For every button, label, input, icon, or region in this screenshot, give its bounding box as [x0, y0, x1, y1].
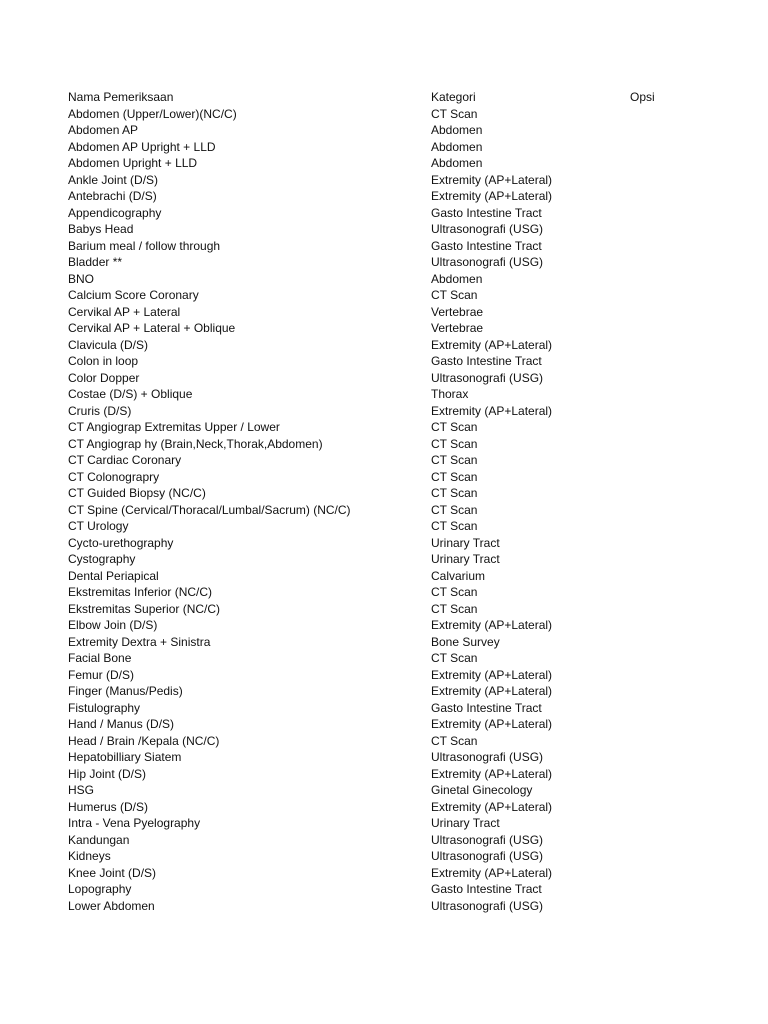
table-row	[68, 667, 708, 684]
table-row	[68, 353, 708, 370]
category-cell: Abdomen	[431, 123, 483, 137]
exam-name-cell: Clavicula (D/S)	[68, 337, 149, 352]
header-opsi: Opsi	[630, 90, 655, 104]
table-row	[68, 238, 708, 255]
exam-name-cell: Fistulography	[68, 700, 141, 715]
table-row	[68, 469, 708, 486]
category-cell: Vertebrae	[431, 304, 484, 319]
category-cell: Extremity (AP+Lateral)	[431, 865, 553, 880]
table-row	[68, 848, 708, 865]
category-cell: CT Scan	[431, 288, 478, 302]
table-row	[68, 485, 708, 502]
exam-name-cell: Abdomen AP	[68, 123, 139, 137]
category-cell: CT Scan	[431, 106, 478, 121]
table-header	[68, 89, 708, 106]
table-row	[68, 370, 708, 387]
exam-name-cell: HSG	[68, 783, 95, 797]
table-row	[68, 320, 708, 337]
table-row	[68, 139, 708, 156]
category-cell: CT Scan	[431, 601, 478, 616]
table-row	[68, 617, 708, 634]
category-cell: Gasto Intestine Tract	[431, 205, 542, 220]
category-cell: Ultrasonografi (USG)	[431, 255, 544, 269]
exam-name-cell: Femur (D/S)	[68, 667, 134, 682]
exam-name-cell: Babys Head	[68, 222, 134, 236]
category-cell: Gasto Intestine Tract	[431, 238, 542, 253]
exam-name-cell: Calcium Score Coronary	[68, 288, 199, 302]
category-cell: Thorax	[431, 387, 469, 401]
table-row	[68, 122, 708, 139]
category-cell: Ultrasonografi (USG)	[431, 370, 544, 385]
table-row	[68, 337, 708, 354]
exam-name-cell: Knee Joint (D/S)	[68, 865, 157, 880]
exam-name-cell: Bladder **	[68, 255, 123, 269]
table-row	[68, 832, 708, 849]
table-row	[68, 799, 708, 816]
exam-name-cell: Kandungan	[68, 832, 130, 847]
exam-name-cell: Cycto-urethography	[68, 535, 174, 550]
category-cell: Abdomen	[431, 271, 483, 286]
table-row	[68, 155, 708, 172]
exam-name-cell: Hip Joint (D/S)	[68, 766, 147, 781]
exam-name-cell: Hepatobilliary Siatem	[68, 750, 182, 764]
category-cell: CT Scan	[431, 733, 478, 748]
exam-name-cell: Cervikal AP + Lateral + Oblique	[68, 321, 236, 335]
table-row	[68, 700, 708, 717]
table-row	[68, 782, 708, 799]
category-cell: Urinary Tract	[431, 535, 500, 550]
table-row	[68, 205, 708, 222]
category-cell: Extremity (AP+Lateral)	[431, 766, 553, 781]
category-cell: Extremity (AP+Lateral)	[431, 189, 553, 203]
category-cell: Extremity (AP+Lateral)	[431, 717, 553, 731]
exam-name-cell: CT Colonograpry	[68, 469, 160, 484]
table-row	[68, 898, 708, 915]
exam-name-cell: Antebrachi (D/S)	[68, 189, 157, 203]
exam-name-cell: CT Angiograp hy (Brain,Neck,Thorak,Abdomen)	[68, 436, 323, 451]
header-nama-pemeriksaan: Nama Pemeriksaan	[68, 90, 174, 104]
table-row	[68, 287, 708, 304]
exam-name-cell: Head / Brain /Kepala (NC/C)	[68, 733, 220, 748]
exam-name-cell: Color Dopper	[68, 370, 140, 385]
exam-name-cell: CT Spine (Cervical/Thoracal/Lumbal/Sacrum) (NC/C)	[68, 502, 351, 517]
exam-name-cell: Costae (D/S) + Oblique	[68, 387, 193, 401]
category-cell: Extremity (AP+Lateral)	[431, 618, 553, 632]
exam-name-cell: Lopography	[68, 882, 132, 896]
category-cell: Urinary Tract	[431, 816, 500, 830]
table-row	[68, 188, 708, 205]
table-row	[68, 403, 708, 420]
table-row	[68, 683, 708, 700]
category-cell: CT Scan	[431, 420, 478, 434]
category-cell: CT Scan	[431, 486, 478, 500]
category-cell: CT Scan	[431, 436, 478, 451]
category-cell: Ultrasonografi (USG)	[431, 898, 544, 913]
exam-name-cell: Elbow Join (D/S)	[68, 618, 158, 632]
exam-name-cell: Facial Bone	[68, 651, 132, 665]
category-cell: Abdomen	[431, 156, 483, 170]
category-cell: CT Scan	[431, 502, 478, 517]
category-cell: Gasto Intestine Tract	[431, 354, 542, 368]
table-row	[68, 766, 708, 783]
exam-name-cell: Abdomen (Upper/Lower)(NC/C)	[68, 106, 237, 121]
table-row	[68, 452, 708, 469]
exam-name-cell: Dental Periapical	[68, 568, 159, 583]
exam-name-cell: CT Guided Biopsy (NC/C)	[68, 486, 206, 500]
category-cell: Abdomen	[431, 139, 483, 154]
table-row	[68, 650, 708, 667]
table-row	[68, 865, 708, 882]
table-body	[68, 106, 708, 915]
exam-name-cell: Extremity Dextra + Sinistra	[68, 634, 211, 649]
category-cell: CT Scan	[431, 651, 478, 665]
table-row	[68, 568, 708, 585]
exam-name-cell: Humerus (D/S)	[68, 799, 149, 814]
exam-name-cell: Cervikal AP + Lateral	[68, 304, 181, 319]
table-row	[68, 881, 708, 898]
exam-name-cell: Barium meal / follow through	[68, 238, 221, 253]
category-cell: Ultrasonografi (USG)	[431, 750, 544, 764]
category-cell: Ginetal Ginecology	[431, 783, 533, 797]
table-row	[68, 535, 708, 552]
category-cell: Ultrasonografi (USG)	[431, 222, 544, 236]
exam-name-cell: Intra - Vena Pyelography	[68, 816, 201, 830]
exam-name-cell: Appendicography	[68, 205, 162, 220]
exam-name-cell: Lower Abdomen	[68, 898, 155, 913]
table-row	[68, 815, 708, 832]
table-row	[68, 584, 708, 601]
table-row	[68, 419, 708, 436]
exam-name-cell: CT Cardiac Coronary	[68, 453, 182, 467]
category-cell: Ultrasonografi (USG)	[431, 832, 544, 847]
category-cell: CT Scan	[431, 453, 478, 467]
category-cell: CT Scan	[431, 585, 478, 599]
exam-name-cell: Cystography	[68, 552, 136, 566]
table-row	[68, 601, 708, 618]
exam-name-cell: Hand / Manus (D/S)	[68, 717, 175, 731]
table-row	[68, 254, 708, 271]
category-cell: Extremity (AP+Lateral)	[431, 799, 553, 814]
table-row	[68, 733, 708, 750]
table-row	[68, 106, 708, 123]
exam-name-cell: Cruris (D/S)	[68, 403, 132, 418]
category-cell: CT Scan	[431, 469, 478, 484]
category-cell: Urinary Tract	[431, 552, 500, 566]
category-cell: Bone Survey	[431, 634, 500, 649]
table-row	[68, 271, 708, 288]
table-row	[68, 716, 708, 733]
category-cell: Extremity (AP+Lateral)	[431, 337, 553, 352]
table-row	[68, 304, 708, 321]
exam-name-cell: Colon in loop	[68, 354, 139, 368]
category-cell: Extremity (AP+Lateral)	[431, 172, 553, 187]
category-cell: Calvarium	[431, 568, 486, 583]
table-row	[68, 172, 708, 189]
category-cell: Extremity (AP+Lateral)	[431, 403, 553, 418]
table-row	[68, 386, 708, 403]
category-cell: Gasto Intestine Tract	[431, 700, 542, 715]
exam-table	[68, 89, 708, 914]
category-cell: Extremity (AP+Lateral)	[431, 684, 553, 698]
exam-name-cell: Abdomen Upright + LLD	[68, 156, 198, 170]
exam-name-cell: Kidneys	[68, 849, 111, 863]
exam-name-cell: Finger (Manus/Pedis)	[68, 684, 183, 698]
category-cell: Extremity (AP+Lateral)	[431, 667, 553, 682]
table-row	[68, 749, 708, 766]
table-row	[68, 551, 708, 568]
exam-name-cell: BNO	[68, 271, 95, 286]
header-kategori: Kategori	[431, 90, 476, 104]
exam-name-cell: Ekstremitas Superior (NC/C)	[68, 601, 221, 616]
exam-name-cell: CT Angiograp Extremitas Upper / Lower	[68, 420, 280, 434]
table-row	[68, 518, 708, 535]
table-row	[68, 221, 708, 238]
exam-name-cell: Abdomen AP Upright + LLD	[68, 139, 216, 154]
category-cell: Ultrasonografi (USG)	[431, 849, 544, 863]
category-cell: Gasto Intestine Tract	[431, 882, 542, 896]
table-row	[68, 502, 708, 519]
exam-name-cell: CT Urology	[68, 519, 129, 533]
exam-name-cell: Ankle Joint (D/S)	[68, 172, 159, 187]
table-row	[68, 634, 708, 651]
exam-name-cell: Ekstremitas Inferior (NC/C)	[68, 585, 213, 599]
category-cell: CT Scan	[431, 519, 478, 533]
table-row	[68, 436, 708, 453]
category-cell: Vertebrae	[431, 321, 484, 335]
